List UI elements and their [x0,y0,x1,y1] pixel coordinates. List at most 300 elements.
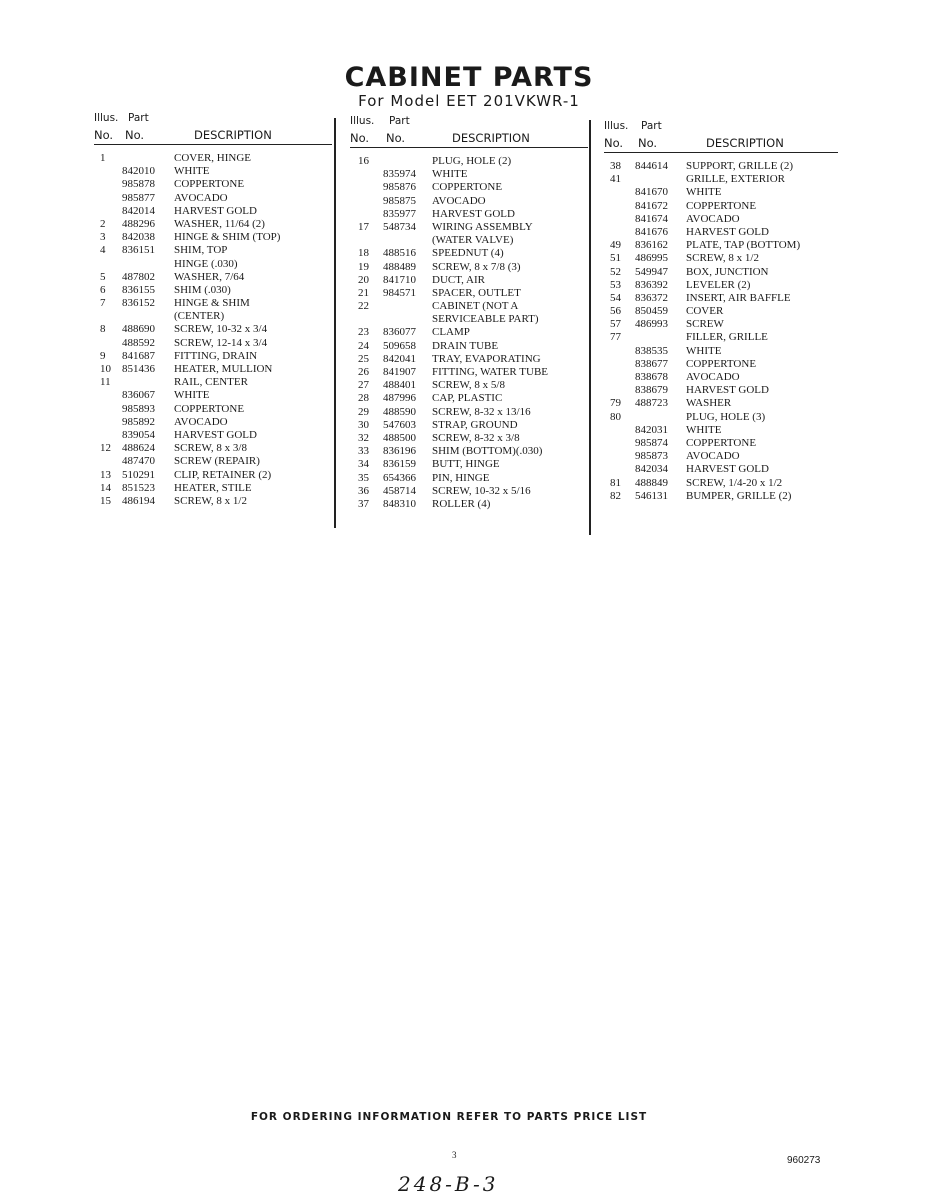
part-description: SCREW, 8 x 7/8 (3) [432,260,521,273]
part-description: WIRING ASSEMBLY [432,220,533,233]
part-number: 836162 [635,239,668,252]
part-description: LEVELER (2) [686,278,751,291]
part-description: SCREW (REPAIR) [174,455,260,468]
table-row [350,234,588,247]
part-number: 836196 [383,445,416,458]
illus-number: 17 [358,220,369,233]
table-row [604,477,838,490]
column-divider [334,118,336,528]
part-description: SCREW, 8 x 1/2 [686,252,759,265]
illus-no-label: No. [604,136,624,150]
table-row [350,392,588,405]
illus-number: 29 [358,405,369,418]
illus-number: 77 [610,331,621,344]
part-description: AVOCADO [686,450,740,463]
part-description: WHITE [174,165,210,178]
illus-number: 15 [100,494,111,507]
part-description: BUMPER, GRILLE (2) [686,489,792,502]
illus-number: 9 [100,349,106,362]
part-number: 850459 [635,305,668,318]
part-description: COPPERTONE [174,402,245,415]
part-description: BUTT, HINGE [432,458,500,471]
part-description: SCREW, 12-14 x 3/4 [174,336,268,349]
table-row [350,340,588,353]
page-number: 3 [452,1150,457,1160]
part-number: 488723 [635,397,668,410]
part-number: 654366 [383,471,416,484]
column-header-bottom [350,131,588,147]
part-number: 488296 [122,217,155,230]
part-description: COVER [686,305,724,318]
part-number: 985876 [383,181,416,194]
part-number: 488592 [122,336,155,349]
model-subtitle: For Model EET 201VKWR-1 [358,92,580,110]
illus-number: 81 [610,476,621,489]
illus-number: 25 [358,352,369,365]
part-number: 985877 [122,191,155,204]
table-row [604,397,838,410]
table-row [350,326,588,339]
illus-number: 53 [610,278,621,291]
part-number: 487802 [122,270,155,283]
part-description: COVER, HINGE [174,152,251,164]
part-description: SCREW, 8 x 5/8 [432,379,505,392]
part-description: WASHER, 7/64 [174,270,245,283]
illus-number: 37 [358,497,369,510]
table-row [94,495,332,508]
table-row [94,165,332,178]
table-row [94,152,332,165]
table-row [350,181,588,194]
part-description: HARVEST GOLD [686,225,769,238]
illus-number: 8 [100,323,106,336]
part-number: 842031 [635,423,668,436]
part-description: PLUG, HOLE (3) [686,410,766,423]
table-row [350,485,588,498]
part-description: SERVICEABLE PART) [432,313,539,326]
table-row [604,200,838,213]
illus-number: 35 [358,471,369,484]
part-description: AVOCADO [174,415,228,428]
part-number: 546131 [635,489,668,502]
part-number: 488590 [383,405,416,418]
part-label: Part [389,115,410,127]
table-row [94,350,332,363]
ordering-note: FOR ORDERING INFORMATION REFER TO PARTS PRICE LIST [250,1111,648,1123]
part-number: 549947 [635,265,668,278]
table-row [604,358,838,371]
part-number: 836067 [122,389,155,402]
part-description: SCREW, 10-32 x 5/16 [432,484,531,497]
table-row [94,310,332,323]
illus-label: Illus. [604,120,629,132]
part-number: 985893 [122,402,155,415]
table-row [350,287,588,300]
part-number: 509658 [383,339,416,352]
part-description: COPPERTONE [432,181,503,194]
part-number: 841687 [122,349,155,362]
table-row [350,300,588,313]
description-label: DESCRIPTION [706,136,784,150]
table-row [94,231,332,244]
illus-number: 26 [358,366,369,378]
part-number: 488690 [122,323,155,336]
table-row [94,416,332,429]
part-no-label: No. [386,131,406,145]
part-description: DRAIN TUBE [432,339,499,352]
illus-number: 1 [100,152,106,164]
illus-number: 21 [358,286,369,299]
table-row [94,482,332,495]
part-number: 548734 [383,220,416,233]
part-number: 488516 [383,247,416,260]
part-description: HINGE (.030) [174,257,238,270]
part-number: 487996 [383,392,416,405]
part-number: 841674 [635,212,668,225]
part-description: CAP, PLASTIC [432,392,503,405]
table-row [94,244,332,257]
part-description: SHIM (BOTTOM)(.030) [432,445,543,458]
page-title: CABINET PARTS [344,62,594,93]
part-description: CLIP, RETAINER (2) [174,468,272,481]
table-row [604,463,838,476]
part-description: WASHER [686,397,732,410]
part-description: CABINET (NOT A [432,300,519,313]
header-rule [350,147,588,148]
part-number: 851523 [122,481,155,494]
table-row [350,247,588,260]
part-number: 841676 [635,225,668,238]
table-row [604,173,838,186]
table-row [350,274,588,287]
table-row [604,226,838,239]
table-row [350,366,588,379]
table-row [604,318,838,331]
part-description: SUPPORT, GRILLE (2) [686,160,793,172]
table-row [350,498,588,511]
part-number: 836077 [383,326,416,339]
part-number: 836372 [635,291,668,304]
table-row [94,429,332,442]
column-header-top [94,112,332,128]
part-number: 836155 [122,283,155,296]
part-description: AVOCADO [432,194,486,207]
part-number: 836152 [122,297,155,310]
part-description: FITTING, WATER TUBE [432,366,549,378]
table-row [94,455,332,468]
part-number: 842034 [635,463,668,476]
part-description: PLUG, HOLE (2) [432,155,512,167]
table-row [94,376,332,389]
table-row [604,384,838,397]
table-row [604,239,838,252]
part-description: HARVEST GOLD [432,207,515,220]
part-description: HINGE & SHIM [174,297,250,310]
illus-number: 16 [358,155,369,167]
part-number: 841670 [635,186,668,199]
part-number: 848310 [383,497,416,510]
illus-number: 36 [358,484,369,497]
illus-number: 33 [358,445,369,458]
part-description: HARVEST GOLD [686,384,769,397]
part-number: 487470 [122,455,155,468]
part-description: FILLER, GRILLE [686,331,768,344]
part-description: SPEEDNUT (4) [432,247,504,260]
table-row [94,403,332,416]
illus-number: 18 [358,247,369,260]
part-description: WASHER, 11/64 (2) [174,217,265,230]
illus-no-label: No. [350,131,370,145]
part-number: 838678 [635,371,668,383]
part-number: 836151 [122,244,155,257]
part-number: 985878 [122,178,155,191]
table-row [94,389,332,402]
part-description: CLAMP [432,326,470,339]
table-row [94,178,332,191]
illus-number: 51 [610,252,621,265]
table-row [604,279,838,292]
illus-number: 20 [358,273,369,286]
illus-number: 24 [358,339,369,352]
table-row [604,292,838,305]
table-row [350,445,588,458]
document-number: 960273 [787,1155,821,1166]
illus-number: 10 [100,363,111,375]
table-row [350,208,588,221]
illus-number: 27 [358,379,369,392]
illus-number: 3 [100,231,106,244]
illus-number: 12 [100,442,111,455]
part-description: SCREW, 1/4-20 x 1/2 [686,476,783,489]
table-row [604,213,838,226]
illus-number: 41 [610,173,621,186]
table-row [350,379,588,392]
part-description: PLATE, TAP (BOTTOM) [686,239,801,252]
part-description: AVOCADO [686,212,740,225]
table-row [94,205,332,218]
part-number: 488500 [383,431,416,444]
part-number: 984571 [383,286,416,299]
part-description: COPPERTONE [686,357,757,370]
part-description: HARVEST GOLD [174,204,257,217]
part-no-label: No. [638,136,658,150]
column-header-bottom [604,136,838,152]
part-number: 486995 [635,252,668,265]
table-row [94,192,332,205]
illus-number: 30 [358,418,369,431]
part-description: SCREW, 10-32 x 3/4 [174,323,268,336]
part-number: 841907 [383,366,416,378]
illus-number: 23 [358,326,369,339]
illus-number: 22 [358,300,369,313]
table-row [604,160,838,173]
part-description: HARVEST GOLD [686,463,769,476]
part-number: 844614 [635,160,668,172]
part-number: 838679 [635,384,668,397]
part-number: 488401 [383,379,416,392]
part-no-label: No. [125,128,145,142]
illus-number: 49 [610,239,621,252]
part-description: SCREW, 8 x 3/8 [174,442,247,455]
part-description: SPACER, OUTLET [432,286,521,299]
part-number: 838535 [635,344,668,357]
part-description: ROLLER (4) [432,497,491,510]
part-description: PIN, HINGE [432,471,490,484]
illus-number: 52 [610,265,621,278]
table-row [350,313,588,326]
header-rule [604,152,838,153]
table-row [604,266,838,279]
table-row [350,261,588,274]
part-description: WHITE [686,423,722,436]
part-description: INSERT, AIR BAFFLE [686,291,791,304]
part-description: GRILLE, EXTERIOR [686,173,785,186]
part-description: SCREW, 8-32 x 3/8 [432,431,520,444]
table-row [350,419,588,432]
parts-column-1 [94,112,332,508]
table-row [350,221,588,234]
part-number: 547603 [383,418,416,431]
table-row [94,469,332,482]
part-description: SHIM, TOP [174,244,228,257]
table-row [350,155,588,168]
illus-number: 19 [358,260,369,273]
table-row [604,345,838,358]
part-description: WHITE [174,389,210,402]
part-description: (WATER VALVE) [432,234,514,247]
part-description: (CENTER) [174,310,225,323]
table-row [604,305,838,318]
part-number: 985873 [635,450,668,463]
table-row [94,337,332,350]
table-row [350,458,588,471]
table-row [94,442,332,455]
illus-number: 54 [610,291,621,304]
part-description: WHITE [432,168,468,181]
illus-label: Illus. [350,115,375,127]
part-number: 835977 [383,207,416,220]
table-row [604,252,838,265]
description-label: DESCRIPTION [452,131,530,145]
table-row [350,353,588,366]
illus-number: 7 [100,297,106,310]
part-number: 851436 [122,363,155,375]
illus-number: 5 [100,270,106,283]
part-number: 842014 [122,204,155,217]
table-row [604,424,838,437]
illus-number: 2 [100,217,106,230]
table-row [94,297,332,310]
illus-number: 80 [610,410,621,423]
part-description: RAIL, CENTER [174,376,248,389]
part-number: 985874 [635,436,668,449]
part-number: 488849 [635,476,668,489]
parts-column-3 [604,120,838,503]
part-description: HARVEST GOLD [174,428,257,441]
table-row [350,168,588,181]
illus-number: 38 [610,160,621,172]
part-number: 835974 [383,168,416,181]
part-description: BOX, JUNCTION [686,265,769,278]
part-description: SCREW, 8-32 x 13/16 [432,405,531,418]
part-number: 842041 [383,352,416,365]
illus-label: Illus. [94,112,119,124]
description-label: DESCRIPTION [194,128,272,142]
part-description: FITTING, DRAIN [174,349,258,362]
part-description: STRAP, GROUND [432,418,518,431]
illus-number: 57 [610,318,621,331]
table-row [94,284,332,297]
illus-number: 11 [100,376,111,389]
part-description: HINGE & SHIM (TOP) [174,231,281,244]
part-description: DUCT, AIR [432,273,485,286]
table-row [604,411,838,424]
part-number: 486993 [635,318,668,331]
table-row [604,490,838,503]
illus-number: 34 [358,458,369,471]
part-number: 458714 [383,484,416,497]
part-description: AVOCADO [686,371,740,383]
part-label: Part [128,112,149,124]
table-row [350,406,588,419]
table-row [350,432,588,445]
part-description: HEATER, MULLION [174,363,273,375]
table-row [604,331,838,344]
part-description: TRAY, EVAPORATING [432,352,541,365]
table-row [604,450,838,463]
part-description: HEATER, STILE [174,481,252,494]
table-row [94,218,332,231]
part-description: WHITE [686,344,722,357]
parts-column-2 [350,115,588,511]
part-description: COPPERTONE [686,436,757,449]
handwritten-note: 248-B-3 [398,1172,499,1196]
part-description: WHITE [686,186,722,199]
column-header-bottom [94,128,332,144]
table-row [604,437,838,450]
illus-number: 13 [100,468,111,481]
part-number: 488489 [383,260,416,273]
illus-number: 6 [100,283,106,296]
part-label: Part [641,120,662,132]
part-description: SCREW, 8 x 1/2 [174,494,247,507]
illus-number: 4 [100,244,106,257]
part-number: 985892 [122,415,155,428]
part-description: COPPERTONE [686,199,757,212]
part-description: SCREW [686,318,724,331]
column-header-top [350,115,588,131]
illus-no-label: No. [94,128,114,142]
part-number: 842010 [122,165,155,178]
part-number: 836392 [635,278,668,291]
table-row [94,271,332,284]
part-description: COPPERTONE [174,178,245,191]
table-row [350,472,588,485]
part-number: 841672 [635,199,668,212]
part-number: 985875 [383,194,416,207]
table-row [604,371,838,384]
illus-number: 14 [100,481,111,494]
illus-number: 82 [610,489,621,502]
part-number: 836159 [383,458,416,471]
table-row [350,195,588,208]
illus-number: 32 [358,431,369,444]
illus-number: 79 [610,397,621,410]
part-number: 842038 [122,231,155,244]
part-number: 838677 [635,357,668,370]
table-row [604,186,838,199]
illus-number: 56 [610,305,621,318]
